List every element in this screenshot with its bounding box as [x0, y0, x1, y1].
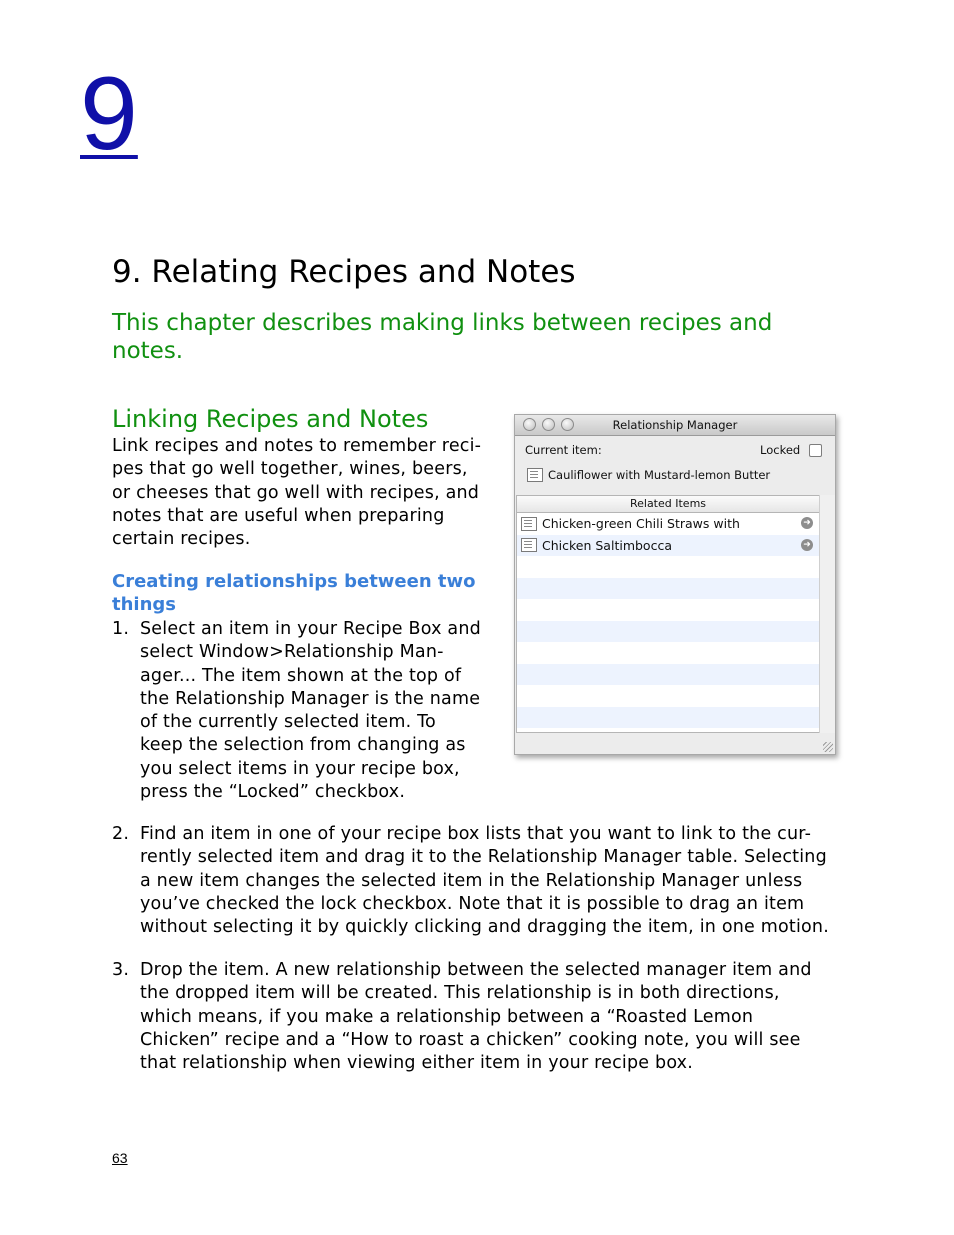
window-title: Relationship Manager [612, 418, 738, 432]
chapter-subtitle: This chapter describes making links between recipes and notes. [112, 310, 773, 364]
step-text: Select an item in your Recipe Box and select Window>Relationship Man- ager... The item shown at the top of the Relationship Manager is the name of the currently selected item. To keep the selection from changing as you select items in your recipe box, press the “Locked” checkbox. [140, 619, 481, 803]
arrow-right-circle-icon[interactable]: ➜ [801, 517, 813, 529]
table-row [517, 707, 819, 729]
document-icon [521, 538, 537, 552]
section-intro: Link recipes and notes to remember reci- pes that go well together, wines, beers, or cheeses that go well with recipes, and notes that are useful when preparing certain recipes. [112, 436, 482, 550]
arrow-right-circle-icon[interactable]: ➜ [801, 539, 813, 551]
relationship-manager-window [514, 414, 836, 755]
locked-label: Locked [760, 443, 801, 457]
table-row [517, 578, 819, 600]
step-number: 3. [112, 960, 130, 980]
document-icon [521, 517, 537, 531]
related-item-name: Chicken Saltimbocca [542, 537, 672, 553]
table-row[interactable] [517, 535, 819, 557]
table-row [517, 556, 819, 578]
subsection-heading: Creating relationships between two things [112, 571, 476, 616]
related-item-name: Chicken-green Chili Straws with [542, 516, 740, 532]
table-row [517, 664, 819, 686]
table-row [517, 642, 819, 664]
document-icon [527, 468, 543, 482]
table-row [517, 621, 819, 643]
page-number[interactable]: 63 [112, 1150, 128, 1166]
step-text: Drop the item. A new relationship between the selected manager item and the dropped item will be created. This relationship is in both directions, which means, if you make a relationship between a “Roasted Lemon Chicken” recipe and a “How to roast a chicken” cooking note, you will see that relationship when viewing either item in your recipe box. [140, 960, 812, 1074]
step-2 [112, 823, 847, 939]
vertical-scrollbar[interactable] [819, 495, 835, 733]
chapter-number[interactable]: 9 [80, 56, 138, 172]
chapter-title: 9. Relating Recipes and Notes [112, 254, 576, 290]
step-1 [112, 618, 492, 804]
section-heading: Linking Recipes and Notes [112, 405, 429, 433]
table-row [517, 599, 819, 621]
step-number: 1. [112, 619, 130, 639]
locked-checkbox[interactable] [809, 444, 822, 457]
step-number: 2. [112, 824, 130, 844]
table-row [517, 685, 819, 707]
table-header[interactable]: Related Items [517, 496, 819, 513]
resize-grip-icon[interactable] [823, 742, 833, 752]
window-titlebar [515, 415, 835, 436]
current-item-name: Cauliflower with Mustard-lemon Butter [548, 468, 771, 482]
table-row[interactable] [517, 513, 819, 535]
step-text: Find an item in one of your recipe box lists that you want to link to the cur- rently selected item and drag it to the Relationship Manager table. Selecting a new item changes the selected item in the Relationship Manager unless you’ve checked the lock checkbox. Note that it is possible to drag an item without selecting it by quickly clicking and dragging the item, in one motion. [140, 824, 829, 938]
related-items-table[interactable] [516, 495, 820, 733]
current-item [527, 468, 770, 482]
step-3 [112, 959, 847, 1075]
current-item-label: Current item: [525, 443, 602, 457]
